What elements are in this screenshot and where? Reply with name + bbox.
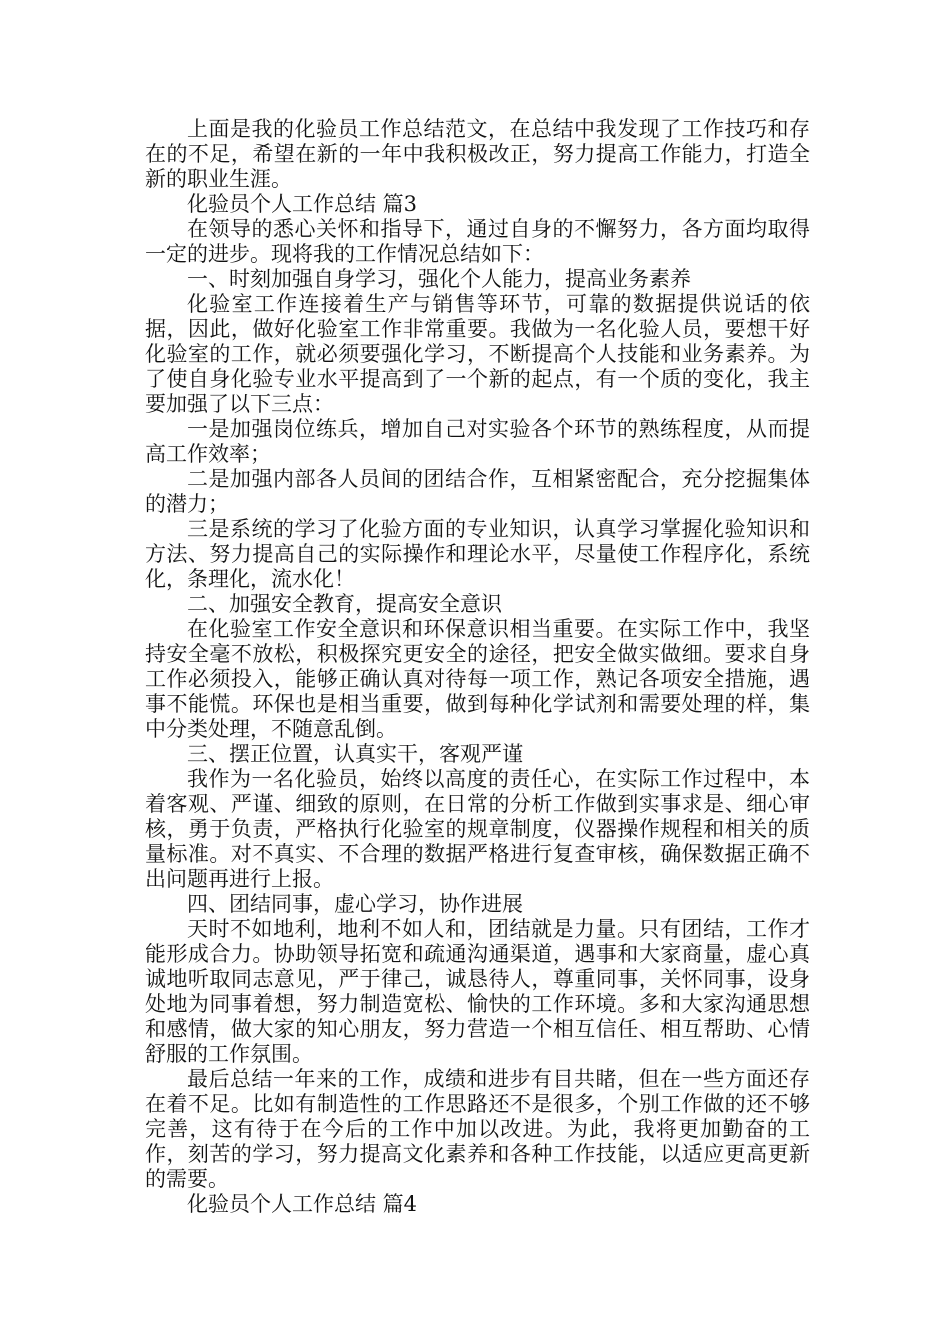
paragraph: 上面是我的化验员工作总结范文，在总结中我发现了工作技巧和存在的不足，希望在新的一年中我积极改正，努力提高工作能力，打造全新的职业生涯。 [145, 117, 810, 191]
section-heading: 化验员个人工作总结 篇3 [187, 192, 418, 216]
paragraph: 在化验室工作安全意识和环保意识相当重要。在实际工作中，我坚持安全毫不放松，积极探究更安全的途径，把安全做实做细。要求自身工作必须投入，能够正确认真对待每一项工作，熟记各项安全措施，遇事不能慌。环保也是相当重要，做到每种化学试剂和需要处理的样，集中分类处理，不随意乱倒。 [145, 617, 810, 741]
section-heading: 四、团结同事，虚心学习，协作进展 [187, 892, 523, 916]
paragraph: 最后总结一年来的工作，成绩和进步有目共睹，但在一些方面还存在着不足。比如有制造性的工作思路还不是很多，个别工作做的还不够完善，这有待于在今后的工作中加以改进。为此，我将更加勤奋的工作，刻苦的学习，努力提高文化素养和各种工作技能，以适应更高更新的需要。 [145, 1067, 810, 1191]
paragraph: 天时不如地利，地利不如人和，团结就是力量。只有团结，工作才能形成合力。协助领导拓宽和疏通沟通渠道，遇事和大家商量，虚心真诚地听取同志意见，严于律己，诚恳待人，尊重同事，关怀同事，设身处地为同事着想，努力制造宽松、愉快的工作环境。多和大家沟通思想和感情，做大家的知心朋友，努力营造一个相互信任、相互帮助、心情舒服的工作氛围。 [145, 917, 810, 1066]
paragraph: 二是加强内部各人员间的团结合作，互相紧密配合，充分挖掘集体的潜力； [145, 467, 810, 516]
section-heading: 三、摆正位置，认真实干，客观严谨 [187, 742, 523, 766]
section-heading: 化验员个人工作总结 篇4 [187, 1192, 418, 1216]
section-heading: 二、加强安全教育，提高安全意识 [187, 592, 502, 616]
paragraph: 在领导的悉心关怀和指导下，通过自身的不懈努力，各方面均取得一定的进步。现将我的工作情况总结如下： [145, 217, 810, 266]
section-heading: 一、时刻加强自身学习，强化个人能力，提高业务素养 [187, 267, 691, 291]
paragraph: 我作为一名化验员，始终以高度的责任心，在实际工作过程中，本着客观、严谨、细致的原则，在日常的分析工作做到实事求是、细心审核，勇于负责，严格执行化验室的规章制度，仪器操作规程和相关的质量标准。对不真实、不合理的数据严格进行复查审核，确保数据正确不出问题再进行上报。 [145, 767, 810, 891]
paragraph: 三是系统的学习了化验方面的专业知识，认真学习掌握化验知识和方法、努力提高自己的实际操作和理论水平，尽量使工作程序化，系统化，条理化，流水化！ [145, 517, 810, 591]
document-page [145, 117, 810, 1217]
paragraph: 化验室工作连接着生产与销售等环节，可靠的数据提供说话的依据，因此，做好化验室工作非常重要。我做为一名化验人员，要想干好化验室的工作，就必须要强化学习，不断提高个人技能和业务素养。为了使自身化验专业水平提高到了一个新的起点，有一个质的变化，我主要加强了以下三点： [145, 292, 810, 416]
paragraph: 一是加强岗位练兵，增加自己对实验各个环节的熟练程度，从而提高工作效率； [145, 417, 810, 466]
